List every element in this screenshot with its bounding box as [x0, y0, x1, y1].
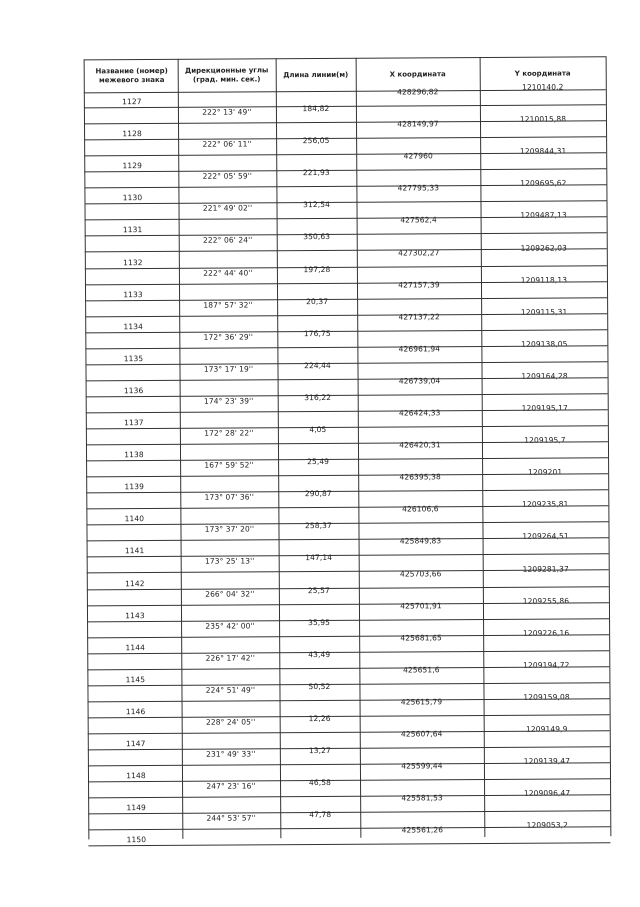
x-coordinate: 425561,26 [401, 825, 444, 835]
x-coordinate: 425681,65 [400, 632, 442, 643]
line-length: 47,78 [309, 810, 332, 820]
point-name: 1144 [125, 642, 145, 652]
point-name: 1138 [124, 450, 144, 460]
point-name: 1137 [124, 418, 144, 428]
x-coordinate: 425581,53 [401, 793, 443, 803]
line-length: 350,63 [303, 232, 331, 242]
line-length: 176,75 [303, 328, 331, 338]
x-coordinate: 426739,04 [398, 376, 441, 386]
y-coordinate: 1209695,62 [520, 178, 567, 189]
direction-angle: 266° 04' 32'' [205, 588, 255, 599]
x-coordinate: 425615,79 [400, 697, 443, 707]
direction-angle: 222° 44' 40'' [203, 267, 253, 278]
table-border-right [606, 56, 612, 836]
direction-angle: 174° 23' 39'' [203, 396, 254, 406]
line-length: 50,52 [308, 681, 331, 691]
direction-angle: 172° 28' 22'' [204, 428, 254, 438]
header-direction-angle: Дирекционные углы (град. мин. сек.) [184, 66, 269, 84]
x-coordinate: 426420,31 [399, 440, 441, 450]
y-coordinate: 1209235,81 [522, 499, 569, 510]
header-point-name: Название (номер) межевого знака [95, 66, 168, 85]
x-coordinate: 427137,22 [398, 311, 440, 322]
x-coordinate: 426395,38 [399, 472, 441, 482]
point-name: 1146 [125, 706, 146, 717]
point-name: 1128 [122, 129, 142, 139]
y-coordinate: 1209159,08 [523, 692, 570, 702]
direction-angle: 224° 51' 49'' [205, 685, 256, 695]
point-name: 1133 [123, 289, 143, 299]
x-coordinate: 427795,33 [397, 183, 440, 193]
line-length: 20,37 [306, 296, 329, 306]
point-name: 1131 [122, 225, 143, 235]
y-coordinate: 1210015,88 [519, 114, 567, 124]
y-coordinate: 1209195,7 [524, 435, 566, 445]
header-x-coordinate: X координата [389, 69, 446, 79]
line-length: 290,87 [304, 489, 332, 499]
point-name: 1134 [123, 321, 144, 331]
line-length: 12,26 [308, 713, 331, 723]
x-coordinate: 428296,82 [397, 87, 439, 97]
direction-angle: 222° 13' 49'' [202, 107, 252, 117]
line-length: 13,27 [308, 745, 331, 756]
point-name: 1142 [125, 578, 145, 588]
line-length: 184,82 [302, 103, 330, 114]
line-length: 25,49 [307, 457, 330, 467]
y-coordinate: 1209844,31 [519, 146, 567, 156]
direction-angle: 222° 06' 24'' [202, 235, 253, 246]
x-coordinate: 425703,66 [399, 568, 442, 579]
y-coordinate: 1209281,37 [522, 563, 569, 574]
y-coordinate: 1209096,47 [523, 788, 571, 798]
header-y-coordinate: Y координата [514, 68, 571, 78]
direction-angle: 173° 17' 19'' [203, 364, 254, 374]
y-coordinate: 1209262,03 [520, 242, 567, 253]
x-coordinate: 425701,91 [400, 600, 442, 611]
point-name: 1148 [126, 771, 146, 781]
x-coordinate: 428149,97 [397, 119, 439, 129]
y-coordinate: 1209053,2 [526, 820, 569, 831]
x-coordinate: 426961,94 [398, 344, 441, 354]
point-name: 1127 [122, 97, 142, 107]
line-length: 256,05 [302, 136, 330, 146]
point-name: 1129 [122, 161, 143, 171]
direction-angle: 247° 23' 16'' [206, 781, 256, 791]
line-length: 25,57 [307, 585, 330, 595]
direction-angle: 228° 24' 05'' [205, 717, 256, 727]
point-name: 1150 [126, 835, 147, 845]
line-length: 221,93 [302, 168, 330, 178]
x-coordinate: 425599,44 [401, 761, 443, 771]
y-coordinate: 1209118,13 [520, 275, 568, 285]
direction-angle: 222° 06' 11'' [202, 139, 252, 149]
point-name: 1132 [123, 257, 143, 267]
line-length: 316,22 [304, 392, 332, 402]
x-coordinate: 425651,6 [403, 665, 440, 675]
y-coordinate: 1209139,47 [523, 756, 571, 766]
direction-angle: 231° 49' 33'' [206, 749, 256, 759]
direction-angle: 221° 49' 02'' [202, 203, 253, 214]
y-coordinate: 1209195,17 [521, 403, 568, 413]
point-name: 1140 [124, 514, 145, 524]
y-coordinate: 1209194,72 [523, 660, 570, 670]
direction-angle: 226° 17' 42'' [205, 653, 255, 663]
direction-angle: 167° 59' 52'' [204, 460, 254, 470]
y-coordinate: 1209264,51 [522, 531, 569, 542]
y-coordinate: 1209149,9 [525, 724, 568, 734]
line-length: 4,05 [309, 424, 327, 435]
direction-angle: 173° 37' 20'' [204, 524, 255, 535]
x-coordinate: 427960 [403, 151, 433, 161]
y-coordinate: 1209487,13 [520, 210, 567, 221]
x-coordinate: 427157,39 [398, 279, 440, 290]
point-name: 1139 [124, 482, 144, 492]
x-coordinate: 427302,27 [398, 247, 440, 258]
x-coordinate: 427562,4 [400, 215, 437, 225]
point-name: 1145 [125, 674, 146, 684]
y-coordinate: 1210140,2 [522, 82, 564, 92]
x-coordinate: 426106,6 [402, 504, 439, 514]
line-length: 43,49 [308, 649, 331, 659]
direction-angle: 172° 36' 29'' [203, 332, 254, 342]
point-name: 1135 [123, 353, 144, 363]
point-name: 1136 [123, 385, 144, 396]
line-length: 197,28 [303, 264, 331, 274]
point-name: 1143 [125, 610, 145, 620]
x-coordinate: 425849,83 [399, 536, 442, 546]
line-length: 312,54 [303, 200, 330, 210]
direction-angle: 222° 05' 59'' [202, 171, 253, 181]
point-name: 1141 [124, 546, 145, 556]
y-coordinate: 1209201 [528, 467, 563, 477]
direction-angle: 244° 53' 57'' [206, 813, 256, 823]
header-line-length: Длина линии(м) [283, 70, 349, 79]
y-coordinate: 1209115,31 [520, 307, 568, 317]
point-name: 1130 [122, 193, 143, 203]
x-coordinate: 426424,33 [399, 408, 441, 418]
y-coordinate: 1209164,28 [521, 371, 568, 381]
line-length: 258,37 [305, 521, 332, 531]
x-coordinate: 425607,64 [400, 729, 443, 739]
table-border-left [84, 59, 90, 839]
y-coordinate: 1209138,05 [521, 339, 568, 349]
direction-angle: 235° 42' 00'' [205, 620, 255, 631]
point-name: 1149 [126, 803, 146, 813]
direction-angle: 187° 57' 32'' [203, 300, 253, 310]
direction-angle: 173° 25' 13'' [204, 556, 255, 567]
direction-angle: 173° 07' 36'' [204, 492, 255, 502]
line-length: 46,58 [309, 778, 332, 788]
line-length: 147,14 [305, 553, 333, 563]
line-length: 35,95 [308, 617, 331, 627]
line-length: 224,44 [304, 360, 331, 370]
y-coordinate: 1209255,86 [522, 596, 570, 606]
y-coordinate: 1209226,16 [522, 628, 570, 638]
point-name: 1147 [126, 739, 146, 749]
